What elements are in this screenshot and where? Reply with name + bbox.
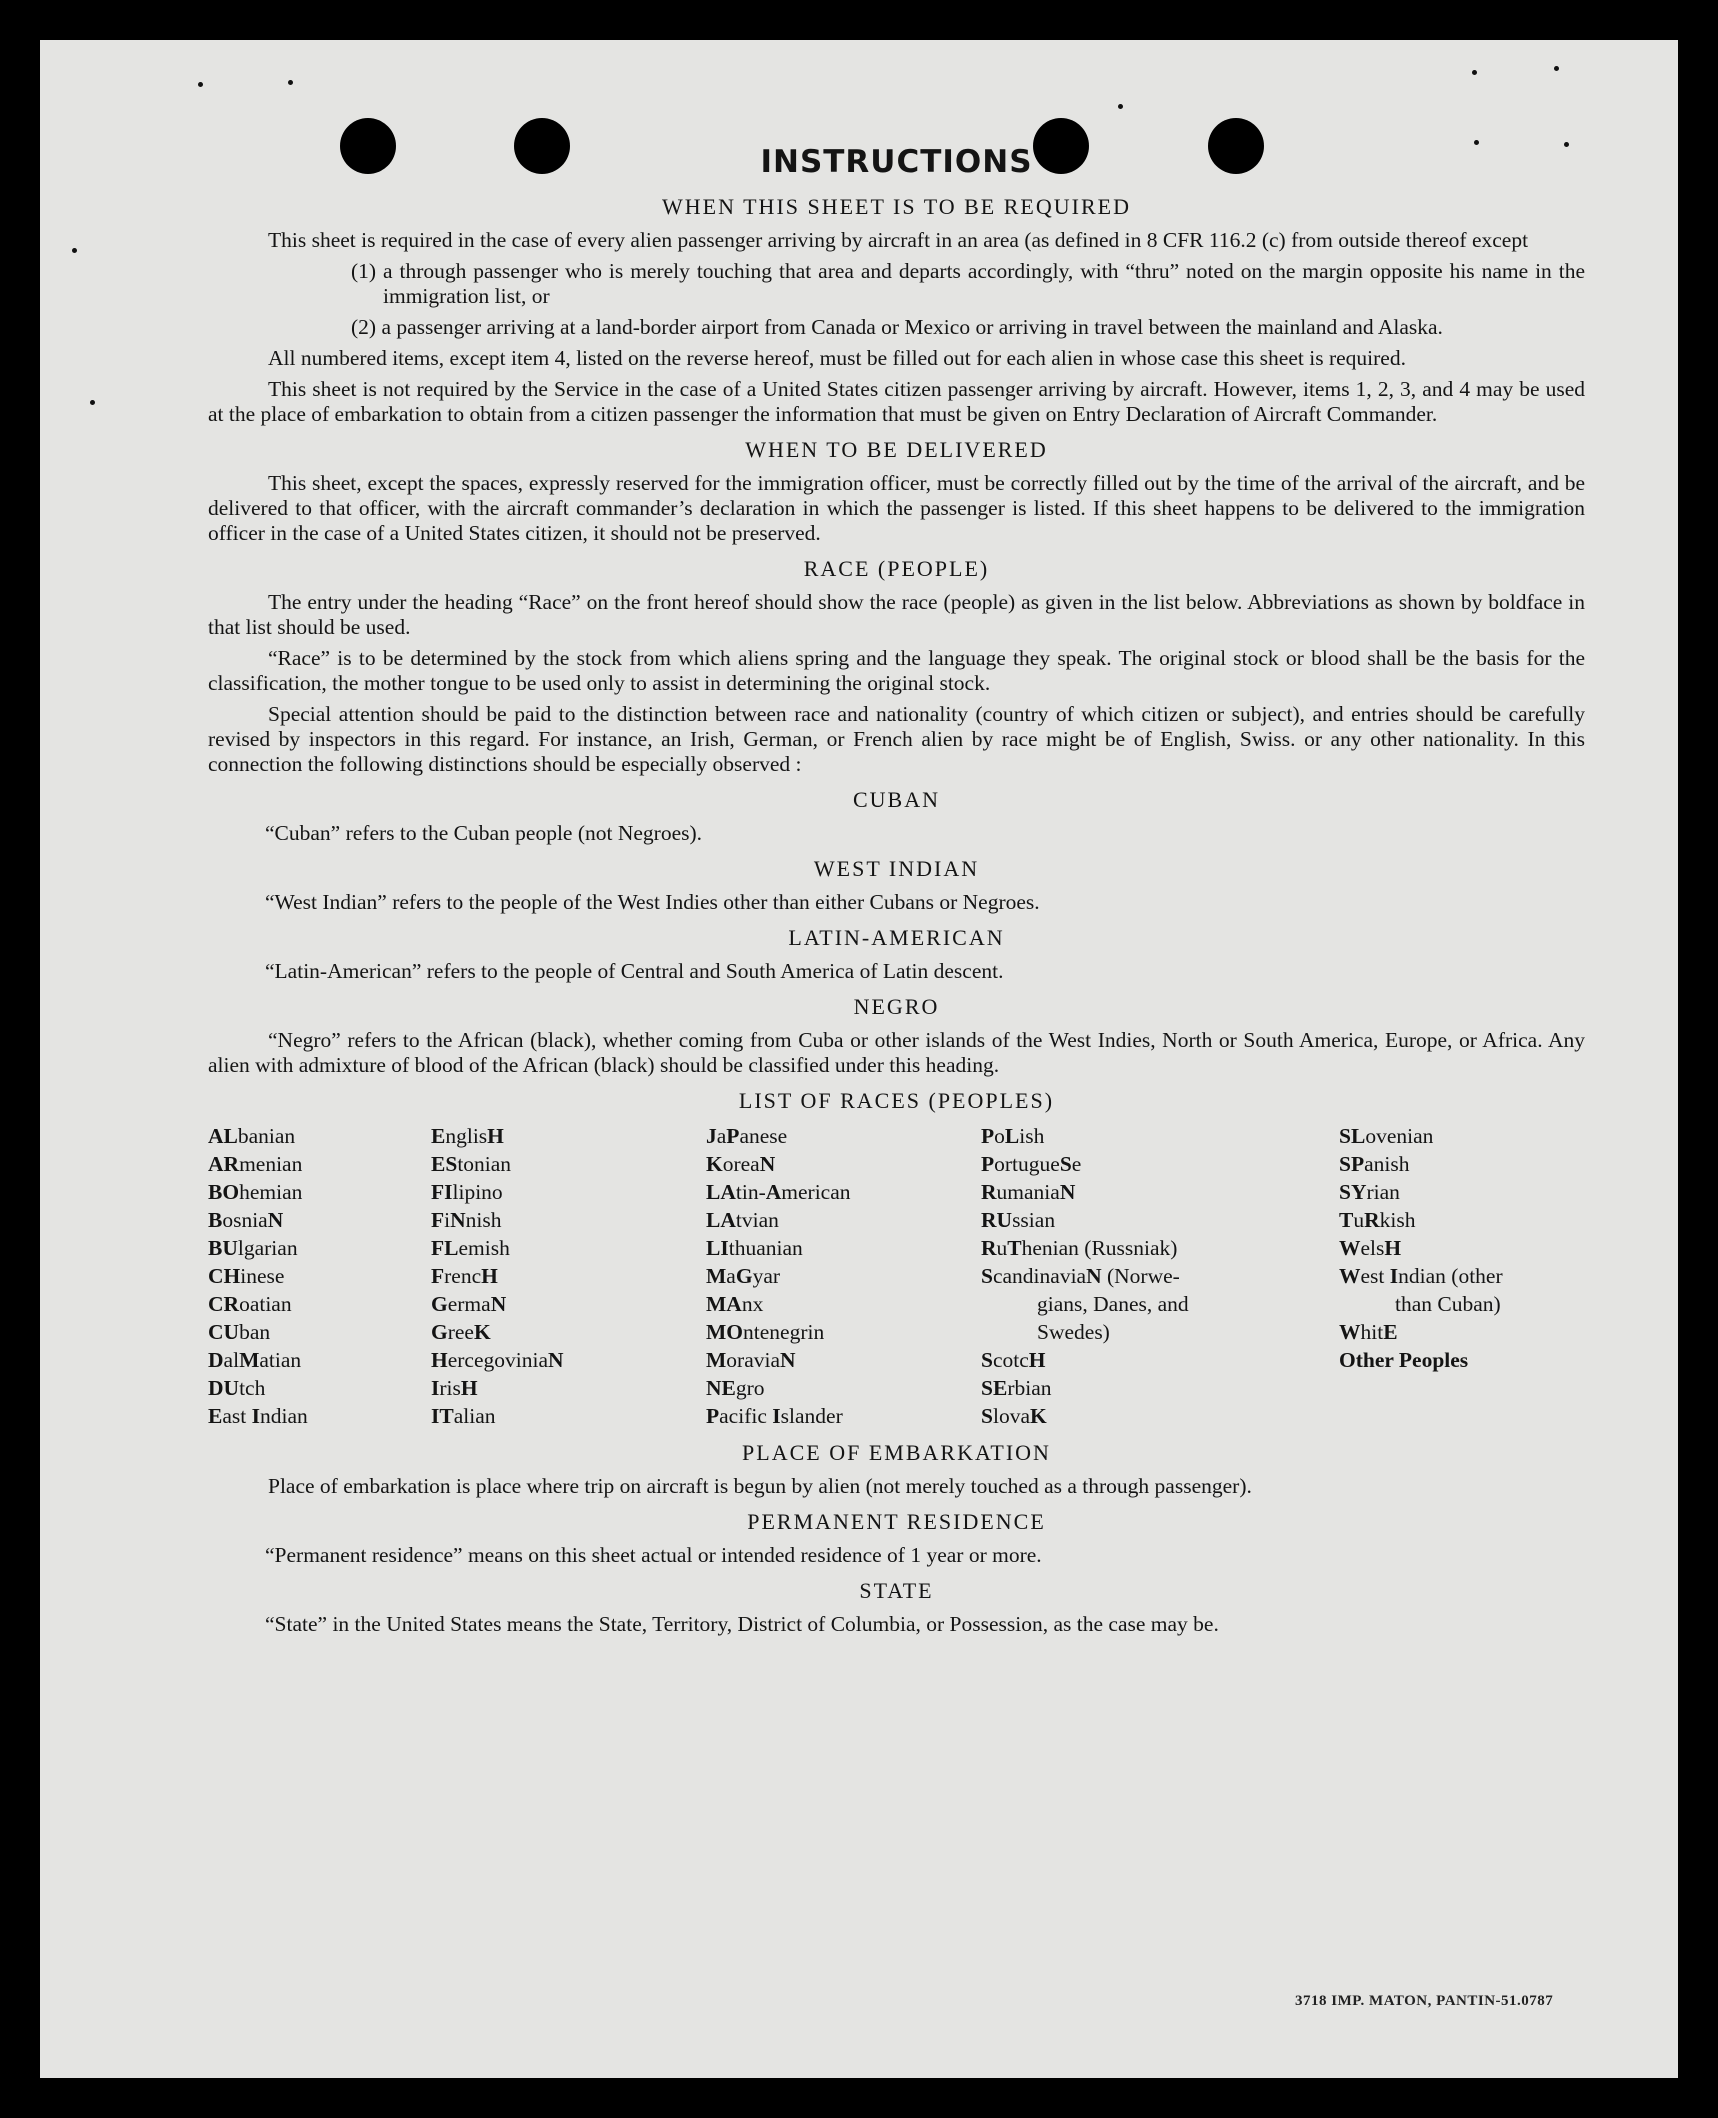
printer-mark: 3718 IMP. MATON, PANTIN-51.0787 [1295, 1993, 1554, 2009]
race-list-item: CUban [208, 1320, 271, 1344]
page-title: INSTRUCTIONS [760, 144, 1033, 180]
paragraph: Special attention should be paid to the distinction between race and nationality (country of which citizen or subject), and entries should be carefully revised by inspectors in this regard. For instance, an Irish, German, or French alien by race might be of English, Swiss. or any other nationality. In this connection the following distinctions should be especially observed : [208, 702, 1585, 776]
definition-text: Place of embarkation is place where trip on aircraft is begun by alien (not merely touched as a through passenger). [268, 1474, 1252, 1498]
race-list-item: EStonian [431, 1152, 512, 1176]
race-list-item: Other Peoples [1339, 1348, 1469, 1372]
paragraph: This sheet, except the spaces, expressly reserved for the immigration officer, must be correctly filled out by the time of the arrival of the aircraft, and be delivered to that officer, with the aircraft commander’s declaration in which the passenger is listed. If this sheet happens to be delivered to the immigration officer in the case of a United States citizen, it should not be preserved. [208, 471, 1585, 545]
race-list-item: DUtch [208, 1376, 266, 1400]
race-list-item: East Indian [208, 1404, 308, 1428]
race-list-item: TuRkish [1339, 1208, 1416, 1232]
print-speck [1118, 104, 1123, 109]
race-column [208, 1122, 431, 1430]
race-list-item: RUssian [981, 1208, 1056, 1232]
race-list-item: MOntenegrin [706, 1320, 825, 1344]
definition-text: “Latin-American” refers to the people of Central and South America of Latin descent. [265, 959, 1004, 983]
race-list-item: FrencH [431, 1264, 498, 1288]
race-list-item: CHinese [208, 1264, 285, 1288]
race-list-item: NEgro [706, 1376, 765, 1400]
race-list-item: JaPanese [706, 1124, 788, 1148]
race-list-item: ScandinaviaN (Norwe- [981, 1264, 1180, 1288]
definition-text: “Cuban” refers to the Cuban people (not Negroes). [265, 821, 703, 845]
race-list-item: BosniaN [208, 1208, 284, 1232]
race-list-item: HercegoviniaN [431, 1348, 564, 1372]
race-list-item: ScotcH [981, 1348, 1046, 1372]
race-list-item: LAtin-American [706, 1180, 851, 1204]
section-heading-embarkation: PLACE OF EMBARKATION [742, 1440, 1051, 1465]
list-item: (1) a through passenger who is merely touching that area and departs accordingly, with “thru” noted on the margin opposite his name in the immigration list, or [351, 259, 1585, 308]
race-list-item: GreeK [431, 1320, 491, 1344]
section-heading-cuban: CUBAN [852, 787, 940, 812]
paragraph: All numbered items, except item 4, listed on the reverse hereof, must be filled out for each alien in whose case this sheet is required. [268, 346, 1406, 370]
race-list-item: SErbian [981, 1376, 1052, 1400]
race-list-item: ARmenian [208, 1152, 303, 1176]
race-list-item: RuThenian (Russniak) [981, 1236, 1178, 1260]
race-list-item: LAtvian [706, 1208, 779, 1232]
paragraph: This sheet is required in the case of every alien passenger arriving by aircraft in an area (as defined in 8 CFR 116.2 (c) from outside thereof except [268, 228, 1529, 252]
race-list-item: MAnx [706, 1292, 764, 1316]
race-list [208, 1122, 1585, 1430]
section-heading-residence: PERMANENT RESIDENCE [747, 1509, 1046, 1534]
race-list-item: SYrian [1339, 1180, 1400, 1204]
document-sheet [40, 40, 1678, 2078]
race-list-item: PoLish [981, 1124, 1045, 1148]
print-speck [288, 80, 293, 85]
print-speck [198, 82, 203, 87]
race-list-item: MaGyar [706, 1264, 781, 1288]
race-list-item: FiNnish [431, 1208, 502, 1232]
print-speck [72, 248, 77, 253]
race-column [431, 1122, 706, 1430]
race-list-item: DalMatian [208, 1348, 302, 1372]
section-heading-list-of-races: LIST OF RACES (PEOPLES) [738, 1088, 1055, 1113]
paragraph: The entry under the heading “Race” on the front hereof should show the race (people) as given in the list below. Abbreviations as shown by boldface in that list should be used. [208, 590, 1585, 639]
print-speck [90, 400, 95, 405]
race-list-item: FLemish [431, 1236, 510, 1260]
section-heading-west-indian: WEST INDIAN [813, 856, 980, 881]
race-list-item: KoreaN [706, 1152, 776, 1176]
race-list-item: than Cuban) [1395, 1292, 1501, 1316]
race-list-item: gians, Danes, and [1037, 1292, 1189, 1316]
race-list-item: SPanish [1339, 1152, 1410, 1176]
race-list-item: EnglisH [431, 1124, 504, 1148]
instructions-content [208, 140, 1585, 1643]
section-heading-state: STATE [859, 1578, 934, 1603]
definition-text: “State” in the United States means the State, Territory, District of Columbia, or Possession, as the case may be. [265, 1612, 1219, 1636]
race-list-item: SLovenian [1339, 1124, 1434, 1148]
race-list-item: GermaN [431, 1292, 507, 1316]
paragraph: “Race” is to be determined by the stock from which aliens spring and the language they speak. The original stock or blood shall be the basis for the classification, the mother tongue to be used only to assist in determining the original stock. [208, 646, 1585, 695]
race-list-item: RumaniaN [981, 1180, 1076, 1204]
print-speck [1472, 70, 1477, 75]
race-list-item: WhitE [1339, 1320, 1398, 1344]
list-item: (2) a passenger arriving at a land-border airport from Canada or Mexico or arriving in travel between the mainland and Alaska. [351, 315, 1443, 339]
race-list-item: MoraviaN [706, 1348, 796, 1372]
race-list-item: IrisH [431, 1376, 478, 1400]
race-list-item: Pacific Islander [706, 1404, 843, 1428]
race-list-item: WelsH [1339, 1236, 1402, 1260]
section-heading-latin-american: LATIN-AMERICAN [788, 925, 1005, 950]
race-column [981, 1122, 1339, 1430]
race-list-item: CRoatian [208, 1292, 292, 1316]
race-list-item: BOhemian [208, 1180, 303, 1204]
race-list-item: SlovaK [981, 1404, 1047, 1428]
race-list-item: West Indian (other [1339, 1264, 1503, 1288]
race-list-item: LIthuanian [706, 1236, 803, 1260]
section-heading-required: WHEN THIS SHEET IS TO BE REQUIRED [662, 194, 1131, 219]
race-column [706, 1122, 981, 1430]
race-column [1339, 1122, 1585, 1430]
race-list-item: FIlipino [431, 1180, 503, 1204]
section-heading-race: RACE (PEOPLE) [803, 556, 990, 581]
definition-text: “West Indian” refers to the people of the West Indies other than either Cubans or Negroes. [265, 890, 1040, 914]
race-list-item: ITalian [431, 1404, 496, 1428]
section-heading-delivered: WHEN TO BE DELIVERED [745, 437, 1048, 462]
definition-text: “Negro” refers to the African (black), whether coming from Cuba or other islands of the West Indies, North or South America, Europe, or Africa. Any alien with admixture of blood of the African (black) should be classified under this heading. [208, 1028, 1585, 1077]
race-list-item: BUlgarian [208, 1236, 298, 1260]
print-speck [1554, 66, 1559, 71]
race-list-item: PortugueSe [981, 1152, 1082, 1176]
definition-text: “Permanent residence” means on this sheet actual or intended residence of 1 year or more. [265, 1543, 1042, 1567]
section-heading-negro: NEGRO [853, 994, 940, 1019]
race-list-item: Swedes) [1037, 1320, 1110, 1344]
race-list-item: ALbanian [208, 1124, 296, 1148]
paragraph: This sheet is not required by the Service in the case of a United States citizen passenger arriving by aircraft. However, items 1, 2, 3, and 4 may be used at the place of embarkation to obtain from a citizen passenger the information that must be given on Entry Declaration of Aircraft Commander. [208, 377, 1585, 426]
